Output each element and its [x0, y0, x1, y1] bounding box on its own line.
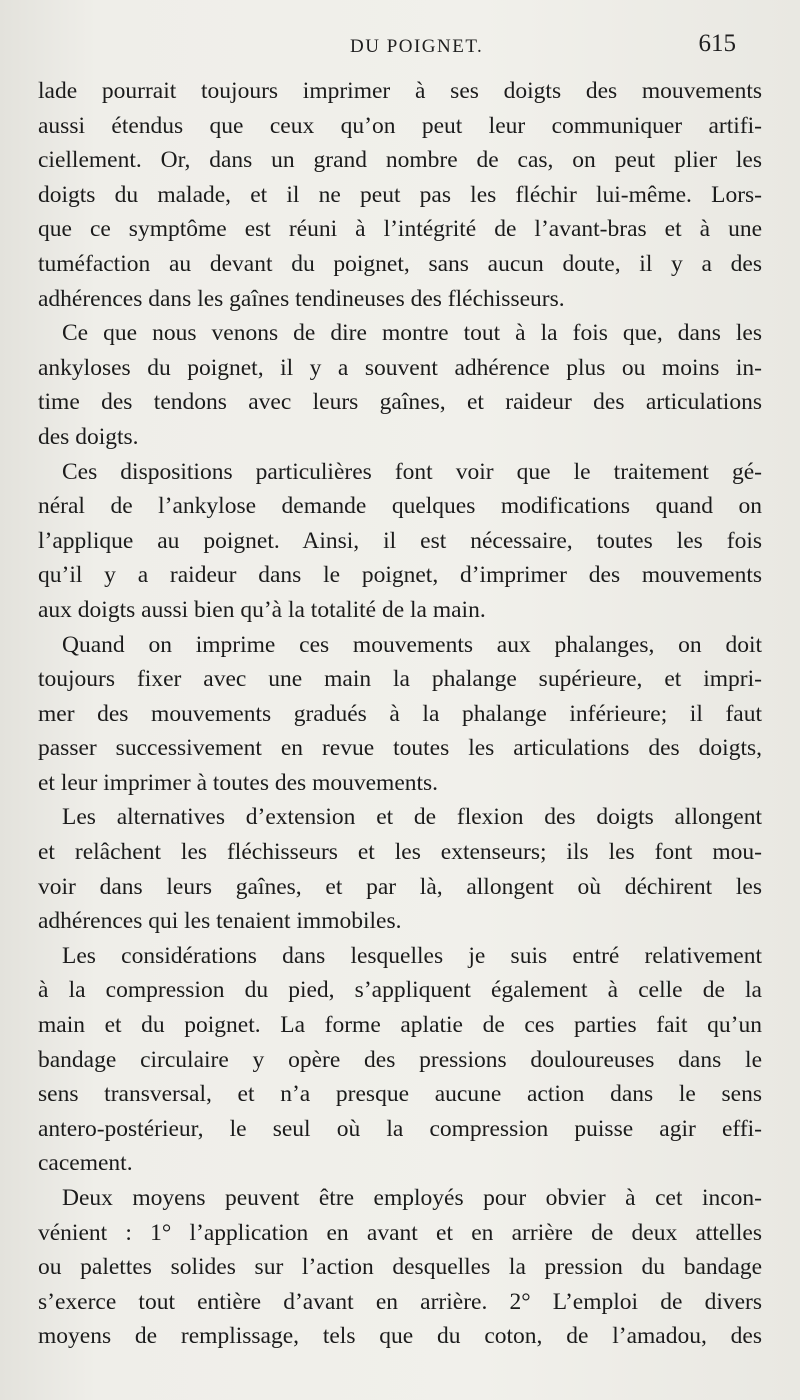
running-head: DU POIGNET. — [350, 36, 484, 57]
text-line: Les considérations dans lesquelles je suis entré relativement — [62, 942, 762, 969]
text-line: Ce que nous venons de dire montre tout à la fois que, dans les — [62, 320, 762, 347]
page-header — [40, 30, 740, 66]
text-line: cacement. — [38, 1150, 133, 1177]
text-line: et relâchent les fléchisseurs et les extenseurs; ils les font mou- — [38, 839, 762, 866]
text-line: bandage circulaire y opère des pressions douloureuses dans le — [38, 1046, 762, 1073]
page-number: 615 — [698, 30, 736, 57]
text-line: adhérences dans les gaînes tendineuses des fléchisseurs. — [38, 285, 565, 312]
text-line: doigts du malade, et il ne peut pas les fléchir lui-même. Lors- — [38, 181, 762, 208]
text-line: moyens de remplissage, tels que du coton, de l’amadou, des — [38, 1323, 762, 1350]
text-line: lade pourrait toujours imprimer à ses doigts des mouvements — [38, 78, 762, 104]
text-line: vénient : 1° l’application en avant et en arrière de deux attelles — [38, 1219, 762, 1246]
text-line: mer des mouvements gradués à la phalange inférieure; il faut — [38, 700, 762, 727]
text-line: ankyloses du poignet, il y a souvent adhérence plus ou moins in- — [38, 354, 762, 381]
text-line: que ce symptôme est réuni à l’intégrité de l’avant-bras et à une — [38, 216, 762, 243]
text-line: et leur imprimer à toutes des mouvements. — [38, 769, 439, 796]
text-line: l’applique au poignet. Ainsi, il est nécessaire, toutes les fois — [38, 527, 762, 554]
text-line: toujours fixer avec une main la phalange supérieure, et impri- — [38, 666, 762, 693]
text-line: sens transversal, et n’a presque aucune action dans le sens — [38, 1081, 762, 1108]
text-line: Les alternatives d’extension et de flexion des doigts allongent — [62, 804, 762, 831]
text-line: antero-postérieur, le seul où la compression puisse agir effi- — [38, 1115, 762, 1142]
text-line: time des tendons avec leurs gaînes, et raideur des articulations — [38, 389, 762, 416]
text-line: tuméfaction au devant du poignet, sans aucun doute, il y a des — [38, 250, 762, 277]
text-line: à la compression du pied, s’appliquent également à celle de la — [38, 977, 762, 1004]
text-line: passer successivement en revue toutes les articulations des doigts, — [38, 735, 762, 762]
text-line: main et du poignet. La forme aplatie de ces parties fait qu’un — [38, 1012, 762, 1039]
text-line: Quand on imprime ces mouvements aux phalanges, on doit — [62, 631, 762, 658]
body-text — [38, 74, 762, 1354]
text-line: Deux moyens peuvent être employés pour obvier à cet incon- — [62, 1185, 762, 1211]
text-line: aussi étendus que ceux qu’on peut leur communiquer artifi- — [38, 112, 762, 139]
text-line: des doigts. — [38, 423, 139, 450]
text-line: néral de l’ankylose demande quelques modifications quand on — [38, 493, 762, 520]
text-line: voir dans leurs gaînes, et par là, allongent où déchirent les — [38, 873, 762, 900]
text-line: aux doigts aussi bien qu’à la totalité de la main. — [38, 596, 486, 623]
text-line: Ces dispositions particulières font voir que le traitement gé- — [62, 458, 762, 485]
text-line: adhérences qui les tenaient immobiles. — [38, 908, 402, 935]
text-line: qu’il y a raideur dans le poignet, d’imprimer des mouvements — [38, 562, 762, 589]
text-line: ciellement. Or, dans un grand nombre de cas, on peut plier les — [38, 147, 762, 174]
text-line: ou palettes solides sur l’action desquelles la pression du bandage — [38, 1254, 762, 1281]
text-line: s’exerce tout entière d’avant en arrière. 2° L’emploi de divers — [38, 1288, 762, 1315]
